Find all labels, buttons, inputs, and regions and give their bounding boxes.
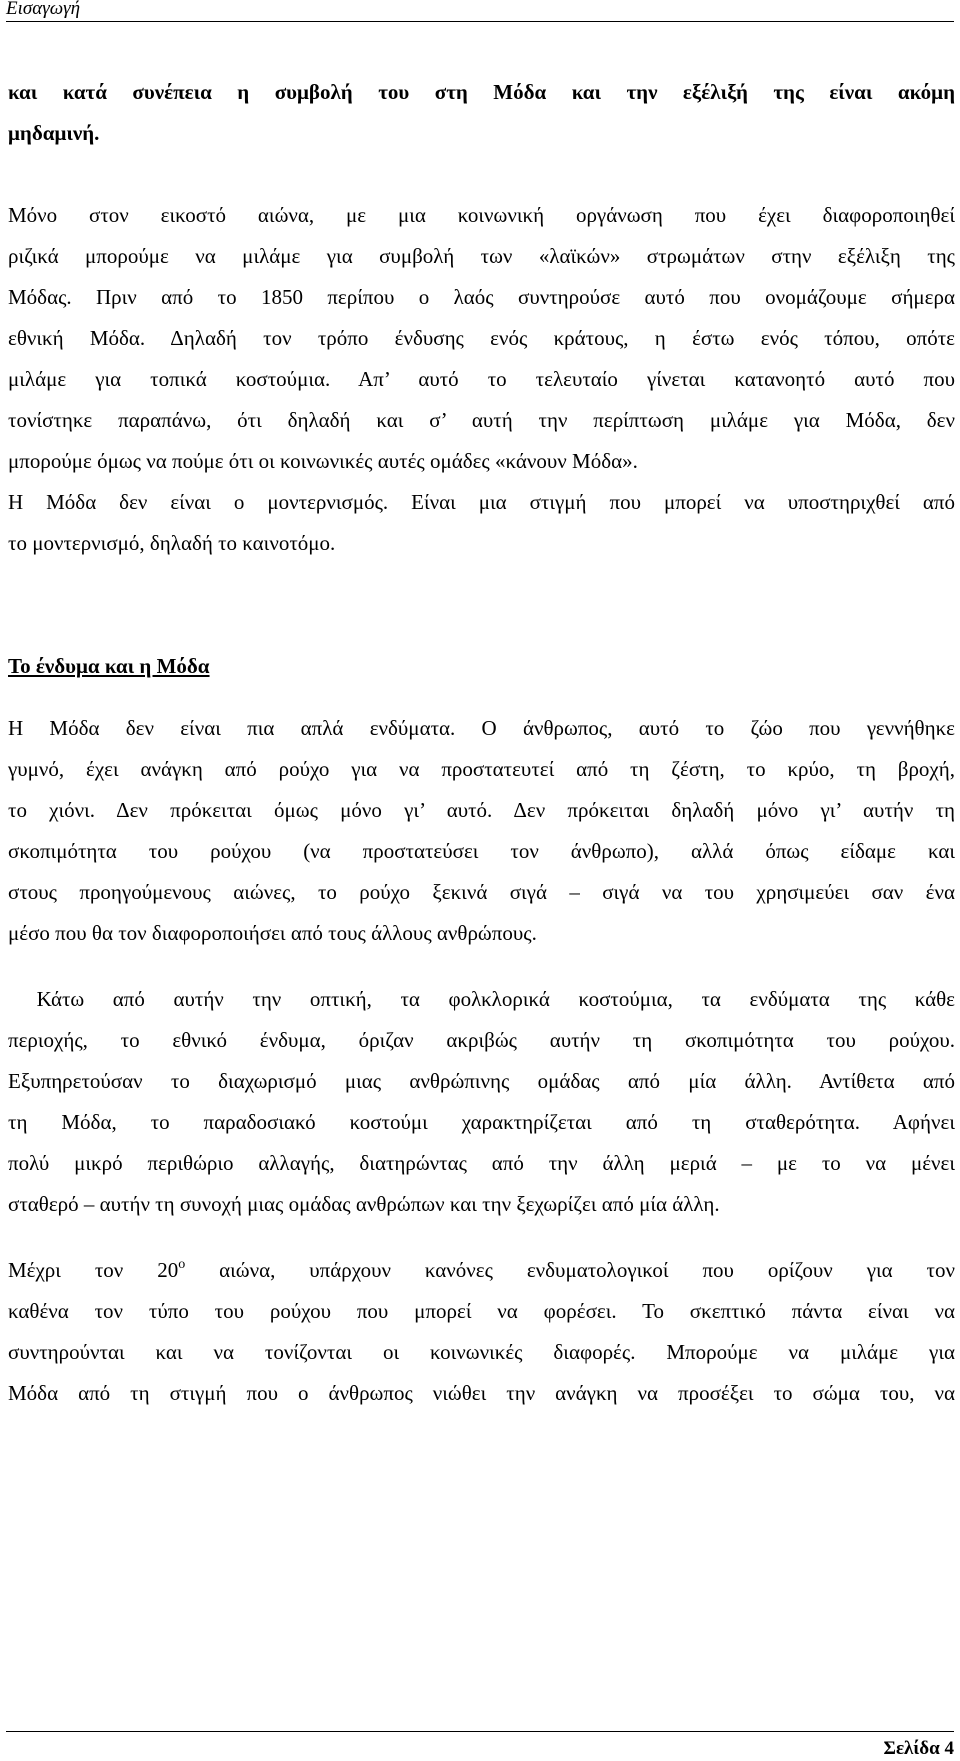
text-fragment: Μέχρι τον 20 [8,1258,179,1282]
text-line: σταθερό – αυτήν τη συνοχή μιας ομάδας ανθρώπων και την ξεχωρίζει από μία άλλη. [8,1192,720,1216]
text-line: Κάτω από αυτήν την οπτική, τα φολκλορικά κοστούμια, τα ενδύματα της κάθε [8,987,955,1011]
section-heading: Το ένδυμα και η Μόδα [8,654,210,678]
text-line: Η Μόδα δεν είναι ο μοντερνισμός. Είναι μια στιγμή που μπορεί να υποστηριχθεί από [8,490,955,514]
text-line: τονίστηκε παραπάνω, ότι δηλαδή και σ’ αυτή την περίπτωση μιλάμε για Μόδα, δεν [8,408,955,432]
header-title: Εισαγωγή [6,0,81,19]
text-line: το μοντερνισμό, δηλαδή το καινοτόμο. [8,531,336,555]
text-line: στους προηγούμενους αιώνες, το ρούχο ξεκινά σιγά – σιγά να του χρησιμεύει σαν ένα [8,880,955,904]
text-line: μέσο που θα τον διαφοροποιήσει από τους άλλους ανθρώπους. [8,921,537,945]
paragraph [8,708,955,954]
text-line: Η Μόδα δεν είναι πια απλά ενδύματα. Ο άνθρωπος, αυτό το ζώο που γεννήθηκε [8,716,955,740]
text-line: μηδαμινή. [8,121,100,145]
text-line: γυμνό, έχει ανάγκη από ρούχο για να προστατευτεί από τη ζέστη, το κρύο, τη βροχή, [8,757,955,781]
text-line: Εξυπηρετούσαν το διαχωρισμό μιας ανθρώπινης ομάδας από μία άλλη. Αντίθετα από [8,1069,955,1093]
text-line: ριζικά μπορούμε να μιλάμε για συμβολή των «λαϊκών» στρωμάτων στην εξέλιξη της [8,244,955,268]
paragraph [8,1250,955,1414]
paragraph [8,195,955,482]
text-line: Μόνο στον εικοστό αιώνα, με μια κοινωνική οργάνωση που έχει διαφοροποιηθεί [8,203,955,227]
page-footer [6,1731,954,1759]
page-header [6,0,954,22]
text-line: συντηρούνται και να τονίζονται οι κοινωνικές διαφορές. Μπορούμε να μιλάμε για [8,1340,955,1364]
text-fragment: αιώνα, υπάρχουν κανόνες ενδυματολογικοί που ορίζουν για τον [185,1258,955,1282]
text-line: περιοχής, το εθνικό ένδυμα, όριζαν ακριβώς αυτήν τη σκοπιμότητα του ρούχου. [8,1028,955,1052]
paragraph [8,482,955,564]
text-line: μιλάμε για τοπικά κοστούμια. Απ’ αυτό το τελευταίο γίνεται κατανοητό αυτό που [8,367,955,391]
text-line: πολύ μικρό περιθώριο αλλαγής, διατηρώντας από την άλλη μεριά – με το να μένει [8,1151,955,1175]
paragraph [8,979,955,1225]
text-line: σκοπιμότητα του ρούχου (να προστατεύσει τον άνθρωπο), αλλά όπως είδαμε και [8,839,955,863]
document-body [8,72,955,1414]
text-line: τη Μόδα, το παραδοσιακό κοστούμι χαρακτηρίζεται από τη σταθερότητα. Αφήνει [8,1110,955,1134]
text-line: εθνική Μόδα. Δηλαδή τον τρόπο ένδυσης ενός κράτους, η έστω ενός τόπου, οπότε [8,326,955,350]
text-line: το χιόνι. Δεν πρόκειται όμως μόνο γι’ αυτό. Δεν πρόκειται δηλαδή μόνο γι’ αυτήν τη [8,798,955,822]
text-line: και κατά συνέπεια η συμβολή του στη Μόδα και την εξέλιξή της είναι ακόμη [8,80,955,104]
text-line [8,1250,955,1291]
text-line: μπορούμε όμως να πούμε ότι οι κοινωνικές αυτές ομάδες «κάνουν Μόδα». [8,449,638,473]
superscript: ο [178,1257,186,1272]
text-line: Μόδα από τη στιγμή που ο άνθρωπος νιώθει την ανάγκη να προσέξει το σώμα του, να [8,1381,955,1405]
page-number: Σελίδα 4 [883,1738,954,1759]
paragraph-continuation [8,72,955,154]
text-line: καθένα τον τύπο του ρούχου που μπορεί να φορέσει. Το σκεπτικό πάντα είναι να [8,1299,955,1323]
section-heading-block [8,646,955,687]
text-line: Μόδας. Πριν από το 1850 περίπου ο λαός συντηρούσε αυτό που ονομάζουμε σήμερα [8,285,955,309]
